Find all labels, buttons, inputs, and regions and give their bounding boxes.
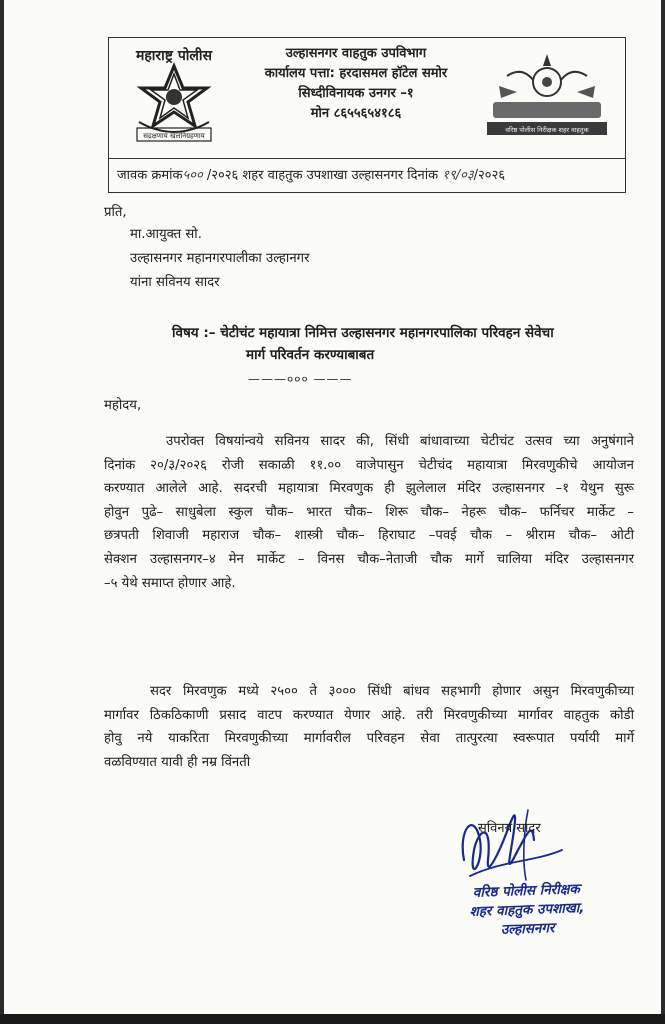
emblem-caption: वरिष्ठ पोलीस निरीक्षक शहर वाहतुक xyxy=(505,126,589,134)
stamp-line: वरिष्ठ पोलीस निरीक्षक xyxy=(472,881,581,901)
prati: प्रति, xyxy=(104,205,127,220)
paragraph-line: दिनांक २०/३/२०२६ रोजी सकाळी ११.०० वाजेपासुन चेटीचंद महायात्रा मिरवणुकीचे आयोजन xyxy=(104,457,634,473)
paragraph-line: उपरोक्त विषयांन्वये सविनय सादर की, सिंधी बांधावाच्या चेटीचंट उत्सव च्या अनुषंगाने xyxy=(166,434,634,449)
subject-label: विषय :– xyxy=(172,325,216,341)
paragraph-line: सेक्शन उल्हासनगर–४ मेन मार्केट – विनस चौक–नेताजी चौक मार्गे चालिया मंदिर उल्हासनगर xyxy=(104,551,634,567)
paragraph-1 xyxy=(104,430,634,595)
office-line: सिध्दीविनायक उनगर –१ xyxy=(298,86,414,101)
paragraph-line: होवु नये याकरिता मिरवणुकीच्या मार्गावरील परिवहन सेवा तात्पुरत्या स्वरूपात पर्यायी मार्गे xyxy=(104,731,634,747)
office-line: कार्यालय पत्ता: हरदासमल हॉटेल समोर xyxy=(264,66,448,81)
paragraph-line: सदर मिरवणुक मध्ये २५०० ते ३००० सिंधी बांधव सहभागी होणार असुन मिरवणुकीच्या xyxy=(150,684,634,699)
office-address-block xyxy=(241,44,471,124)
traffic-police-emblem-icon xyxy=(477,46,617,138)
addressee-line: यांना सविनय सादर xyxy=(130,275,220,290)
official-stamp xyxy=(421,878,633,942)
reference-prefix: जावक क्रमांक xyxy=(117,168,183,183)
paragraph-2 xyxy=(104,680,634,774)
salutation: महोदय, xyxy=(104,398,142,413)
subject-line: चेटीचंट महायात्रा निमित्त उल्हासनगर महानगरपालिका परिवहन सेवेचा xyxy=(220,325,554,341)
paragraph-line: वळविण्यात यावी ही नम्र विंनती xyxy=(104,754,251,770)
paragraph-line: –५ येथे समाप्त होणार आहे. xyxy=(104,575,236,591)
reference-date-year: /२०२६ xyxy=(473,168,506,183)
reference-number: ५०० xyxy=(182,168,203,183)
office-line: उल्हासनगर वाहतुक उपविभाग xyxy=(285,46,427,61)
stamp-line: शहर वाहतुक उपशाखा, xyxy=(469,900,585,921)
letterhead-box xyxy=(108,37,626,193)
closing-text: सविनय सादर xyxy=(478,821,541,836)
subject-block xyxy=(172,322,632,366)
office-line: मोन ८६५५६५४१८६ xyxy=(310,106,402,121)
subject-line: मार्ग परिवर्तन करण्याबाबत xyxy=(246,347,375,363)
paragraph-line: होवुन पुढे– साधुबेला स्कुल चौक– भारत चौक– शिरू चौक– नेहरू चौक– फर्निचर मार्केट – xyxy=(104,504,634,520)
reference-line xyxy=(117,165,617,183)
addressee-line: मा.आयुक्त सो. xyxy=(130,227,202,242)
police-logo-motto: सद्रक्षणाय खलनिग्रहणाय xyxy=(143,132,205,140)
maharashtra-police-emblem-icon xyxy=(119,42,229,146)
subject-divider: ———००० ——— xyxy=(248,372,353,386)
reference-mid: /२०२६ शहर वाहतुक उपशाखा उल्हासनगर दिनांक xyxy=(202,168,443,183)
paragraph-line: छत्रपती शिवाजी महाराज चौक– शास्त्री चौक– हिराघाट –पवई चौक – श्रीराम चौक– ओटी xyxy=(104,528,634,544)
stamp-line: उल्हासनगर xyxy=(500,920,555,938)
letterhead-divider xyxy=(109,158,625,159)
reference-date-handwritten: १९/०३ xyxy=(442,168,474,183)
addressee-line: उल्हासनगर महानगरपालीका उल्हानगर xyxy=(130,251,310,266)
letter-page xyxy=(4,0,661,1014)
bottom-edge xyxy=(0,1014,665,1024)
paragraph-line: मार्गावर ठिकठिकाणी प्रसाद वाटप करण्यात येणार आहे. तरी मिरवणुकीच्या मार्गावर वाहतुक कोडी xyxy=(104,707,634,723)
police-logo-title: महाराष्ट्र पोलीस xyxy=(136,48,212,64)
paragraph-line: करण्यात आलेले आहे. सदरची महायात्रा मिरवणुक ही झुलेलाल मंदिर उल्हासनगर –१ येथुन सुरू xyxy=(104,481,634,497)
